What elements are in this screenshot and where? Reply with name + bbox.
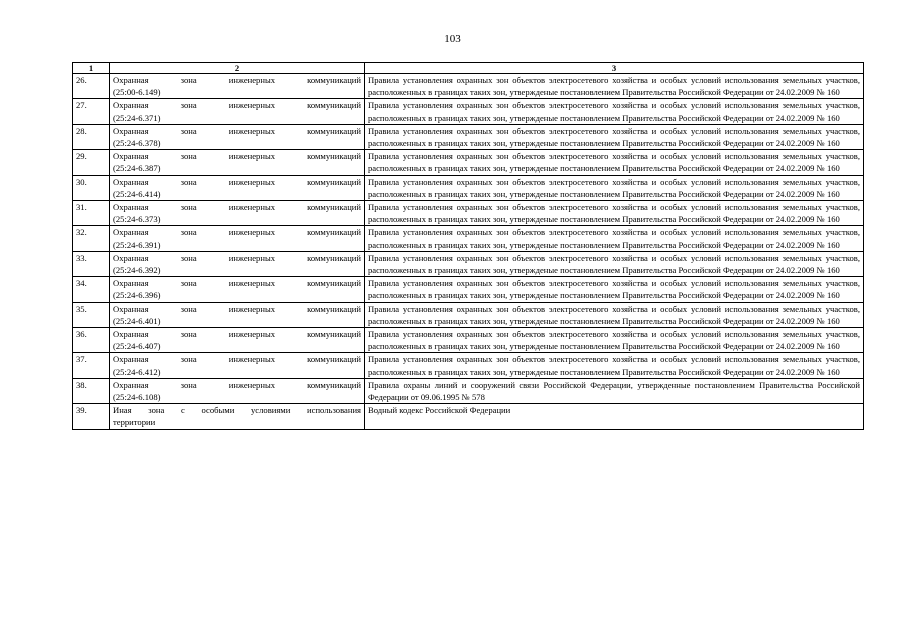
- table-header-row: [73, 63, 864, 74]
- zone-code: (25:24-6.392): [113, 265, 161, 276]
- zone-code: (25:24-6.407): [113, 341, 161, 352]
- row-number: 34.: [73, 277, 110, 302]
- row-number: 29.: [73, 150, 110, 175]
- zone-name-cell: [110, 251, 365, 276]
- zone-name-cell: [110, 150, 365, 175]
- zone-name-line: Охранная зона инженерных коммуникаций: [113, 329, 361, 340]
- zone-code: (25:24-6.412): [113, 366, 161, 377]
- legal-basis-cell: Правила установления охранных зон объектов электросетевого хозяйства и особых условий использования земельных участков, расположенных в границах таких зон, утвержденые постановлением Правительства Российской Федерации от 24.02.2009 № 160: [365, 302, 864, 327]
- zone-name-cell: [110, 378, 365, 403]
- zone-name-cell: [110, 175, 365, 200]
- row-number: 28.: [73, 124, 110, 149]
- zone-name-cell: [110, 74, 365, 99]
- legal-basis-cell: Правила охраны линий и сооружений связи Российской Федерации, утвержденные постановлением Правительства Российской Федерации от 09.06.1995 № 578: [365, 378, 864, 403]
- row-number: 35.: [73, 302, 110, 327]
- zone-code: (25:00-6.149): [113, 87, 161, 98]
- table-row: [73, 175, 864, 200]
- zone-name-cell: [110, 201, 365, 226]
- zone-name-cell: [110, 277, 365, 302]
- row-number: 30.: [73, 175, 110, 200]
- page-number: 103: [444, 33, 461, 45]
- zone-name-line: Охранная зона инженерных коммуникаций: [113, 278, 361, 289]
- table-row: [73, 99, 864, 124]
- legal-basis-cell: Правила установления охранных зон объектов электросетевого хозяйства и особых условий использования земельных участков, расположенных в границах таких зон, утвержденые постановлением Правительства Российской Федерации от 24.02.2009 № 160: [365, 175, 864, 200]
- zone-code: (25:24-6.378): [113, 138, 161, 149]
- row-number: 38.: [73, 378, 110, 403]
- legal-basis-cell: Правила установления охранных зон объектов электросетевого хозяйства и особых условий использования земельных участков, расположенных в границах таких зон, утвержденые постановлением Правительства Российской Федерации от 24.02.2009 № 160: [365, 150, 864, 175]
- table-row: [73, 201, 864, 226]
- zone-name-line: Охранная зона инженерных коммуникаций: [113, 100, 361, 111]
- legal-basis-cell: Правила установления охранных зон объектов электросетевого хозяйства и особых условий использования земельных участков, расположенных в границах таких зон, утвержденые постановлением Правительства Российской Федерации от 24.02.2009 № 160: [365, 124, 864, 149]
- legal-basis-cell: Правила установления охранных зон объектов электросетевого хозяйства и особых условий использования земельных участков, расположенных в границах таких зон, утвержденые постановлением Правительства Российской Федерации от 24.02.2009 № 160: [365, 277, 864, 302]
- zone-name-line: Охранная зона инженерных коммуникаций: [113, 75, 361, 85]
- zone-code: (25:24-6.396): [113, 290, 161, 301]
- row-number: 26.: [73, 74, 110, 99]
- table-row: [73, 74, 864, 99]
- table-row: [73, 404, 864, 429]
- table-row: [73, 226, 864, 251]
- zone-name-cell: [110, 328, 365, 353]
- row-number: 31.: [73, 201, 110, 226]
- zone-name-line: Охранная зона инженерных коммуникаций: [113, 303, 361, 314]
- header-col-2: 2: [110, 63, 365, 74]
- legal-basis-cell: Правила установления охранных зон объектов электросетевого хозяйства и особых условий использования земельных участков, расположенных в границах таких зон, утвержденые постановлением Правительства Российской Федерации от 24.02.2009 № 160: [365, 99, 864, 124]
- zone-name-line: Охранная зона инженерных коммуникаций: [113, 151, 361, 162]
- zone-code: (25:24-6.414): [113, 188, 161, 199]
- zone-code: (25:24-6.391): [113, 239, 161, 250]
- zone-name-line: Охранная зона инженерных коммуникаций: [113, 176, 361, 187]
- row-number: 36.: [73, 328, 110, 353]
- zone-name-line: Охранная зона инженерных коммуникаций: [113, 125, 361, 136]
- table-row: [73, 378, 864, 403]
- legal-basis-cell: Правила установления охранных зон объектов электросетевого хозяйства и особых условий использования земельных участков, расположенных в границах таких зон, утвержденые постановлением Правительства Российской Федерации от 24.02.2009 № 160: [365, 201, 864, 226]
- zone-name-cell: [110, 302, 365, 327]
- legal-basis-cell: Правила установления охранных зон объектов электросетевого хозяйства и особых условий использования земельных участков, расположенных в границах таких зон, утвержденые постановлением Правительства Российской Федерации от 24.02.2009 № 160: [365, 251, 864, 276]
- legal-basis-cell: Правила установления охранных зон объектов электросетевого хозяйства и особых условий использования земельных участков, расположенных в границах таких зон, утвержденые постановлением Правительства Российской Федерации от 24.02.2009 № 160: [365, 74, 864, 99]
- zone-code: территории: [113, 417, 156, 428]
- table-row: [73, 124, 864, 149]
- header-col-1: 1: [73, 63, 110, 74]
- legal-basis-cell: Правила установления охранных зон объектов электросетевого хозяйства и особых условий использования земельных участков, расположенных в границах таких зон, утвержденые постановлением Правительства Российской Федерации от 24.02.2009 № 160: [365, 226, 864, 251]
- legal-basis-cell: Правила установления охранных зон объектов электросетевого хозяйства и особых условий использования земельных участков, расположенных в границах таких зон, утвержденые постановлением Правительства Российской Федерации от 24.02.2009 № 160: [365, 328, 864, 353]
- zones-table: [72, 62, 864, 430]
- zone-name-line: Иная зона с особыми условиями использования: [113, 405, 361, 416]
- row-number: 32.: [73, 226, 110, 251]
- zone-name-line: Охранная зона инженерных коммуникаций: [113, 227, 361, 238]
- zone-name-line: Охранная зона инженерных коммуникаций: [113, 252, 361, 263]
- row-number: 27.: [73, 99, 110, 124]
- table-row: [73, 277, 864, 302]
- zone-code: (25:24-6.401): [113, 315, 161, 326]
- legal-basis-cell: Правила установления охранных зон объектов электросетевого хозяйства и особых условий использования земельных участков, расположенных в границах таких зон, утвержденые постановлением Правительства Российской Федерации от 24.02.2009 № 160: [365, 353, 864, 378]
- row-number: 37.: [73, 353, 110, 378]
- legal-basis-cell: Водный кодекс Российской Федерации: [365, 404, 864, 429]
- zone-name-cell: [110, 353, 365, 378]
- zone-name-cell: [110, 124, 365, 149]
- zone-code: (25:24-6.373): [113, 214, 161, 225]
- row-number: 39.: [73, 404, 110, 429]
- zone-code: (25:24-6.387): [113, 163, 161, 174]
- row-number: 33.: [73, 251, 110, 276]
- zone-name-cell: [110, 404, 365, 429]
- zone-name-line: Охранная зона инженерных коммуникаций: [113, 354, 361, 365]
- zone-code: (25:24-6.371): [113, 112, 161, 123]
- table-row: [73, 302, 864, 327]
- zone-name-cell: [110, 99, 365, 124]
- zone-name-line: Охранная зона инженерных коммуникаций: [113, 379, 361, 390]
- table-row: [73, 150, 864, 175]
- zone-name-line: Охранная зона инженерных коммуникаций: [113, 202, 361, 213]
- header-col-3: 3: [365, 63, 864, 74]
- zone-name-cell: [110, 226, 365, 251]
- table-row: [73, 353, 864, 378]
- table-row: [73, 328, 864, 353]
- table-row: [73, 251, 864, 276]
- zone-code: (25:24-6.108): [113, 392, 161, 403]
